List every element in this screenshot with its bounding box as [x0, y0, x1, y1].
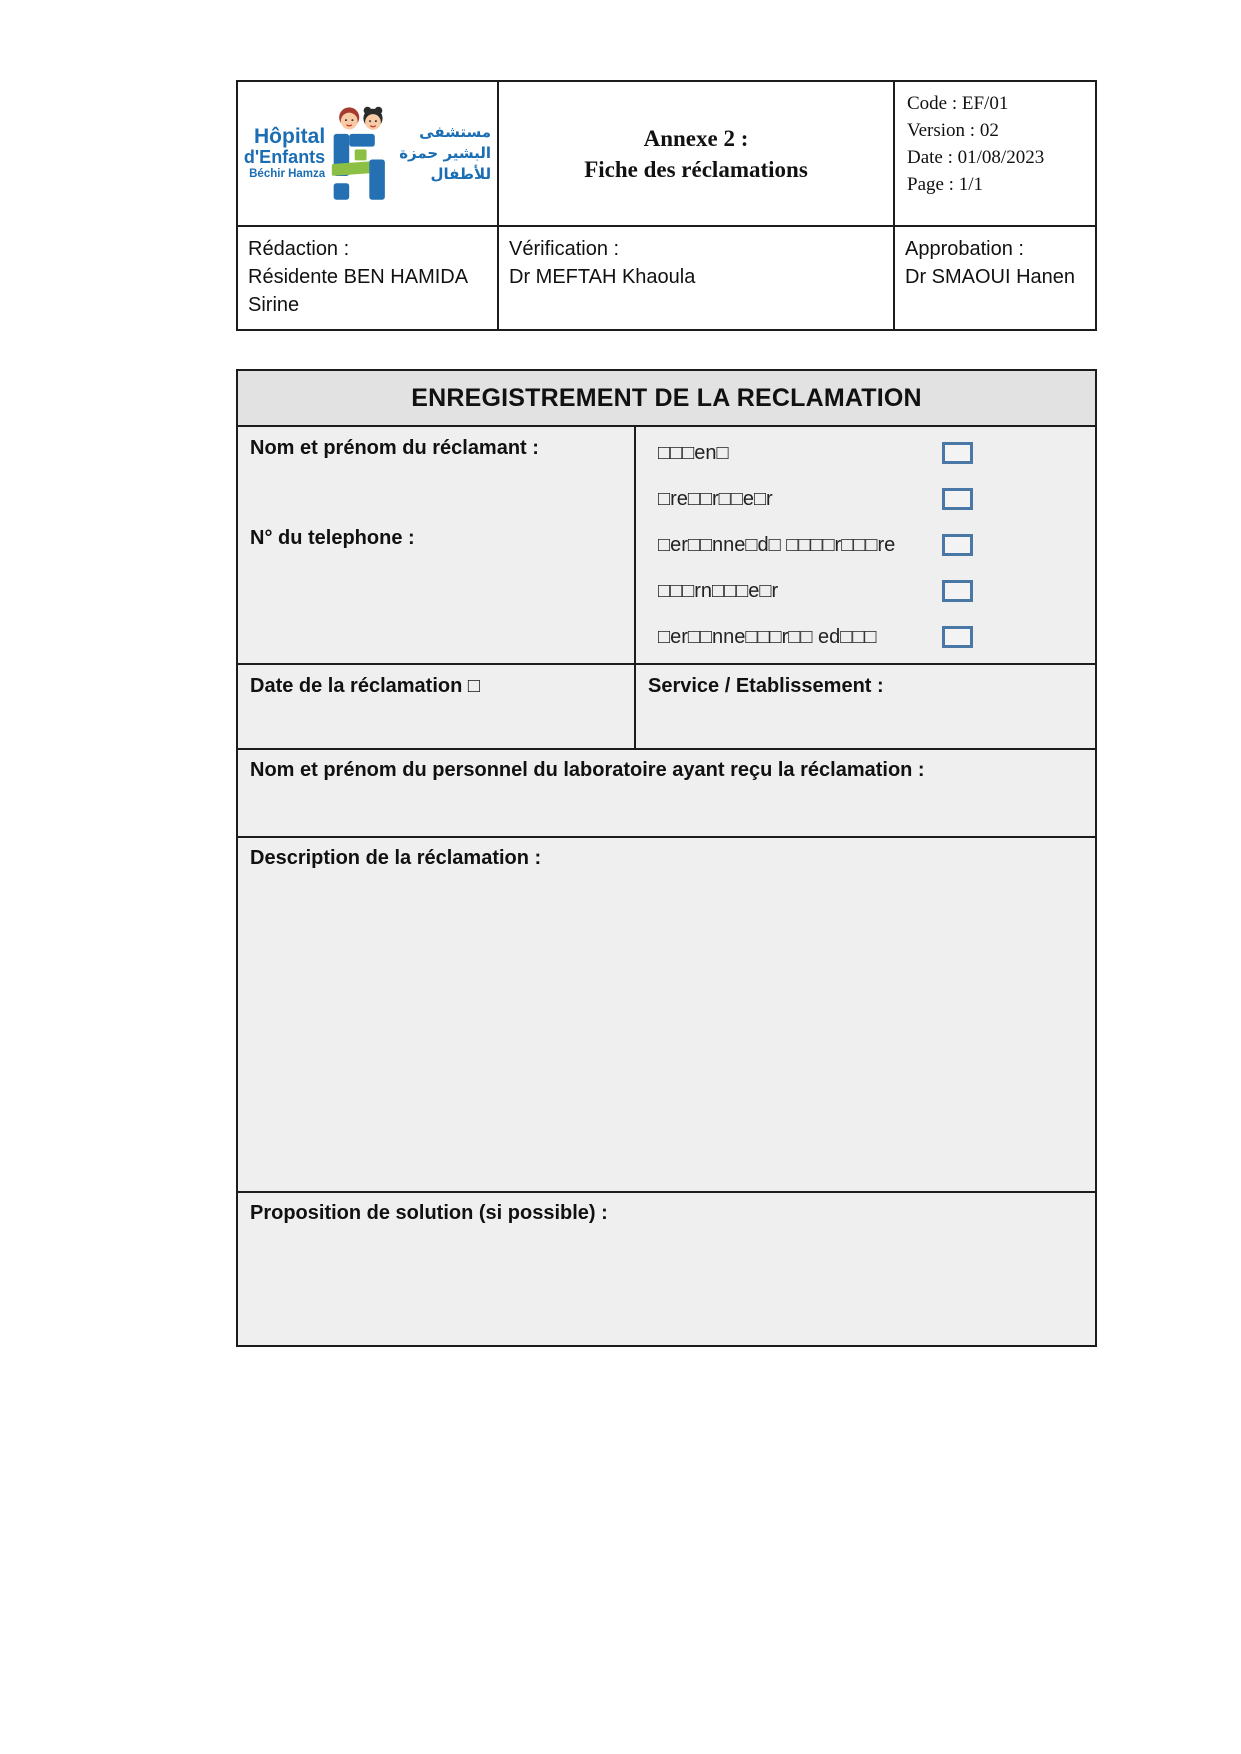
proposition-row [238, 1193, 1095, 1345]
requester-checkbox[interactable] [942, 488, 973, 510]
requester-option [636, 430, 1095, 476]
verification-name: Dr MEFTAH Khaoula [509, 266, 696, 288]
form-title: ENREGISTREMENT DE LA RECLAMATION [411, 383, 922, 412]
logo-name-line3: Béchir Hamza [249, 167, 326, 180]
redaction-name-line1: Résidente BEN HAMIDA [248, 266, 469, 288]
requester-option [636, 522, 1095, 568]
date-cell [238, 665, 636, 748]
header-signatures-row [238, 227, 1095, 329]
document-title [499, 82, 895, 225]
requester-option-label: □□□rn□□□e□r [658, 579, 779, 602]
doc-date: Date : 01/08/2023 [907, 147, 1045, 168]
header-top-row [238, 82, 1095, 227]
complaint-form-table [236, 369, 1097, 1347]
claimant-row [238, 427, 1095, 665]
girl-head-icon [364, 106, 383, 129]
requester-option-label: □er□□nne□d□ □□□□r□□□re [658, 533, 896, 556]
requester-option [636, 614, 1095, 660]
doc-page: Page : 1/1 [907, 174, 983, 195]
hospital-logo-icon [330, 104, 394, 204]
logo-h-mark-icon [332, 133, 385, 199]
personnel-row [238, 750, 1095, 838]
requester-option-label: □re□□r□□e□r [658, 487, 773, 510]
requester-checkbox[interactable] [942, 580, 973, 602]
document-header-table [236, 80, 1097, 331]
approbation-name: Dr SMAOUI Hanen [905, 266, 1076, 288]
claimant-labels-cell [238, 427, 636, 663]
approbation-cell [895, 227, 1095, 329]
proposition-label: Proposition de solution (si possible) : [250, 1202, 608, 1224]
description-row [238, 838, 1095, 1193]
claimant-name-label: Nom et prénom du réclamant : [250, 437, 539, 459]
logo-arabic-text [399, 122, 491, 185]
requester-option-label: □□□en□ [658, 441, 729, 464]
doc-version: Version : 02 [907, 120, 999, 141]
logo-arabic-line2: البشير حمزة [399, 144, 492, 162]
document-meta [895, 82, 1095, 225]
requester-checkbox[interactable] [942, 626, 973, 648]
logo-arabic-line3: للأطفال [430, 165, 492, 183]
service-label: Service / Etablissement : [648, 675, 884, 697]
requester-checkbox[interactable] [942, 442, 973, 464]
requester-option-label: □er□□nne□□□r□□ ed□□□ [658, 625, 877, 648]
logo-arabic-line1: مستشفى [419, 123, 492, 141]
requester-option [636, 476, 1095, 522]
approbation-label: Approbation : [905, 238, 1024, 260]
redaction-name-line2: Sirine [248, 294, 300, 316]
phone-number-label: N° du telephone : [250, 527, 415, 549]
personnel-label: Nom et prénom du personnel du laboratoire ayant reçu la réclamation : [250, 759, 925, 781]
verification-label: Vérification : [509, 238, 620, 260]
logo-name-line2: d'Enfants [243, 147, 326, 168]
description-label: Description de la réclamation : [250, 847, 542, 869]
document-title-line1: Annexe 2 : [643, 125, 749, 151]
requester-options-cell [636, 427, 1095, 663]
document-title-line2: Fiche des réclamations [584, 156, 808, 182]
date-label: Date de la réclamation □ [250, 675, 480, 697]
hospital-logo [238, 82, 499, 225]
doc-code: Code : EF/01 [907, 93, 1009, 114]
redaction-cell [238, 227, 499, 329]
redaction-label: Rédaction : [248, 238, 350, 260]
requester-option [636, 568, 1095, 614]
boy-head-icon [339, 107, 359, 129]
requester-checkbox[interactable] [942, 534, 973, 556]
form-title-bar [238, 371, 1095, 427]
date-service-row [238, 665, 1095, 750]
logo-hospital-name [244, 126, 325, 181]
service-cell [636, 665, 1095, 748]
logo-name-line1: Hôpital [254, 125, 326, 149]
verification-cell [499, 227, 895, 329]
